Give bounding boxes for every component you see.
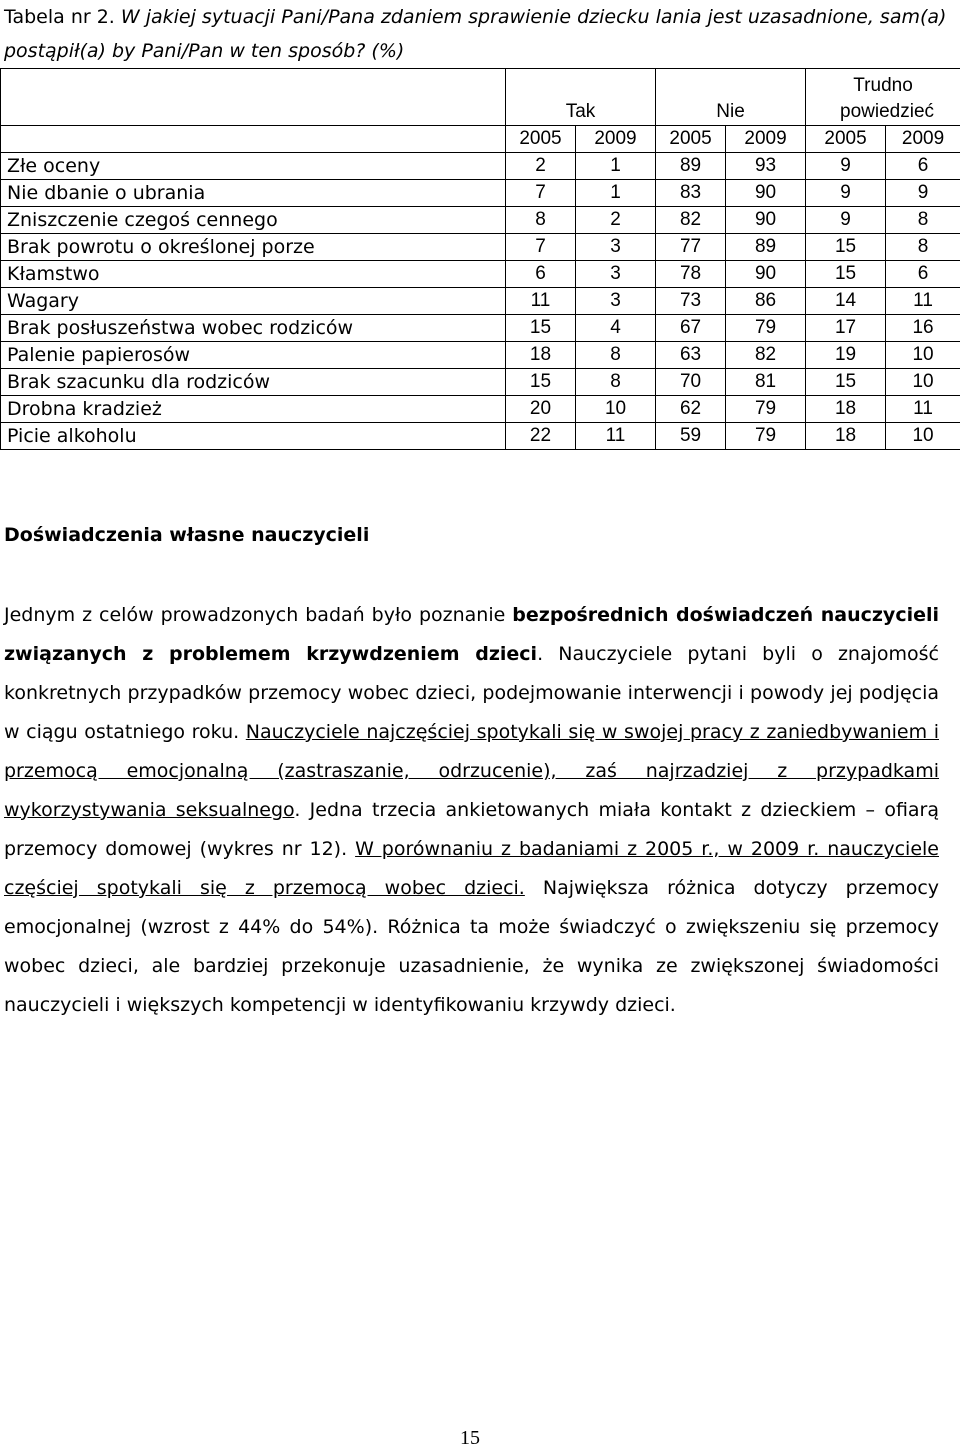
group-header-tak: Tak [506,69,656,126]
table-cell: 17 [806,315,886,342]
table-cell: 14 [806,288,886,315]
table-cell: 18 [506,342,576,369]
table-cell: 9 [806,153,886,180]
table-cell: 1 [576,180,656,207]
year-header: 2005 [806,126,886,153]
table-cell: 89 [656,153,726,180]
table-cell: 15 [806,234,886,261]
table-row [1,207,960,234]
table-cell: 93 [726,153,806,180]
table-group-header-row [1,69,960,126]
row-label: Brak szacunku dla rodziców [1,369,506,396]
row-label: Nie dbanie o ubrania [1,180,506,207]
table-cell: 10 [576,396,656,423]
table-cell: 6 [886,261,960,288]
year-header: 2005 [656,126,726,153]
paragraph-bold-text: bezpośrednich doświadczeń nauczycieli związanych z problemem krzywdzeniem dzieci [4,604,940,665]
year-header: 2009 [726,126,806,153]
table-cell: 8 [506,207,576,234]
table-cell: 67 [656,315,726,342]
year-header: 2009 [576,126,656,153]
table-cell: 11 [506,288,576,315]
table-cell: 20 [506,396,576,423]
table-cell: 86 [726,288,806,315]
table-cell: 15 [806,261,886,288]
table-cell: 11 [576,423,656,450]
table-cell: 90 [726,207,806,234]
table-row [1,315,960,342]
table-cell: 78 [656,261,726,288]
table-cell: 10 [886,423,960,450]
table-cell: 15 [506,369,576,396]
table-stub-header [1,69,506,126]
table-caption [4,0,954,68]
table-stub-header-2 [1,126,506,153]
table-cell: 62 [656,396,726,423]
table-cell: 11 [886,288,960,315]
table-row [1,369,960,396]
paragraph-underlined-text: Nauczyciele najczęściej spotykali się w swojej pracy z zaniedbywaniem i przemocą emocjonalną (zastraszanie, odrzucenie), zaś najrzadziej z przypadkami wykorzystywania seksualnego [4,721,939,821]
table-cell: 8 [576,342,656,369]
table-cell: 1 [576,153,656,180]
table-cell: 2 [576,207,656,234]
table-cell: 8 [576,369,656,396]
table-cell: 82 [656,207,726,234]
paragraph-text: . Nauczyciele pytani byli o znajomość konkretnych przypadków przemocy wobec dzieci, podejmowanie interwencji i powody jej podjęcia w ciągu ostatniego roku. [4,643,939,743]
row-label: Brak posłuszeństwa wobec rodziców [1,315,506,342]
table-cell: 16 [886,315,960,342]
table-caption-label: Tabela nr 2. [4,6,115,28]
table-cell: 11 [886,396,960,423]
table-cell: 19 [806,342,886,369]
table-cell: 7 [506,180,576,207]
table-cell: 81 [726,369,806,396]
table-cell: 59 [656,423,726,450]
row-label: Drobna kradzież [1,396,506,423]
table-cell: 73 [656,288,726,315]
table-cell: 18 [806,396,886,423]
table-row [1,261,960,288]
table-cell: 70 [656,369,726,396]
table-cell: 3 [576,288,656,315]
section-heading: Doświadczenia własne nauczycieli [4,524,370,546]
table-body [1,153,960,450]
data-table [0,68,960,450]
row-label: Zniszczenie czegoś cennego [1,207,506,234]
table-row [1,423,960,450]
paragraph-text: . Jedna trzecia ankietowanych miała kontakt z dzieckiem – ofiarą przemocy domowej (wykres nr 12). [4,799,940,860]
table-cell: 22 [506,423,576,450]
table-cell: 7 [506,234,576,261]
table-cell: 8 [886,234,960,261]
table-row [1,153,960,180]
table-cell: 8 [886,207,960,234]
table-cell: 79 [726,423,806,450]
table-row [1,396,960,423]
table-cell: 10 [886,369,960,396]
table-cell: 83 [656,180,726,207]
page-number: 15 [460,1427,480,1449]
table-cell: 6 [886,153,960,180]
row-label: Złe oceny [1,153,506,180]
paragraph-text: Jednym z celów prowadzonych badań było poznanie [4,604,513,626]
row-label: Kłamstwo [1,261,506,288]
table-row [1,288,960,315]
table-cell: 9 [806,180,886,207]
table-cell: 4 [576,315,656,342]
group-header-trudno: Trudno powiedzieć [806,69,960,126]
table-cell: 3 [576,261,656,288]
table-cell: 3 [576,234,656,261]
body-paragraph [4,596,939,1025]
table-cell: 90 [726,180,806,207]
paragraph-text: Największa różnica dotyczy przemocy emocjonalnej (wzrost z 44% do 54%). Różnica ta może świadczyć o zwiększeniu się przemocy wobec dzieci, ale bardziej przekonuje uzasadnienie, że wynika ze zwiększonej świadomości nauczycieli i większych kompetencji w identyfikowaniu krzywdy dzieci. [4,877,940,1016]
table-cell: 82 [726,342,806,369]
table-cell: 18 [806,423,886,450]
table-row [1,234,960,261]
table-cell: 15 [806,369,886,396]
row-label: Picie alkoholu [1,423,506,450]
row-label: Wagary [1,288,506,315]
table-year-header-row [1,126,960,153]
paragraph-underlined-text: W porównaniu z badaniami z 2005 r., w 2009 r. nauczyciele częściej spotykali się z przemocą wobec dzieci. [4,838,939,899]
table-cell: 6 [506,261,576,288]
table-cell: 89 [726,234,806,261]
table-cell: 90 [726,261,806,288]
table-row [1,342,960,369]
table-cell: 2 [506,153,576,180]
table-cell: 10 [886,342,960,369]
year-header: 2009 [886,126,960,153]
table-cell: 77 [656,234,726,261]
table-cell: 15 [506,315,576,342]
table-cell: 79 [726,315,806,342]
row-label: Palenie papierosów [1,342,506,369]
group-header-nie: Nie [656,69,806,126]
table-cell: 9 [806,207,886,234]
table-cell: 79 [726,396,806,423]
table-caption-question: W jakiej sytuacji Pani/Pana zdaniem sprawienie dziecku lania jest uzasadnione, sam(a) postąpił(a) by Pani/Pan w ten sposób? (%) [4,6,947,62]
table-cell: 63 [656,342,726,369]
table-row [1,180,960,207]
table-cell: 9 [886,180,960,207]
row-label: Brak powrotu o określonej porze [1,234,506,261]
year-header: 2005 [506,126,576,153]
